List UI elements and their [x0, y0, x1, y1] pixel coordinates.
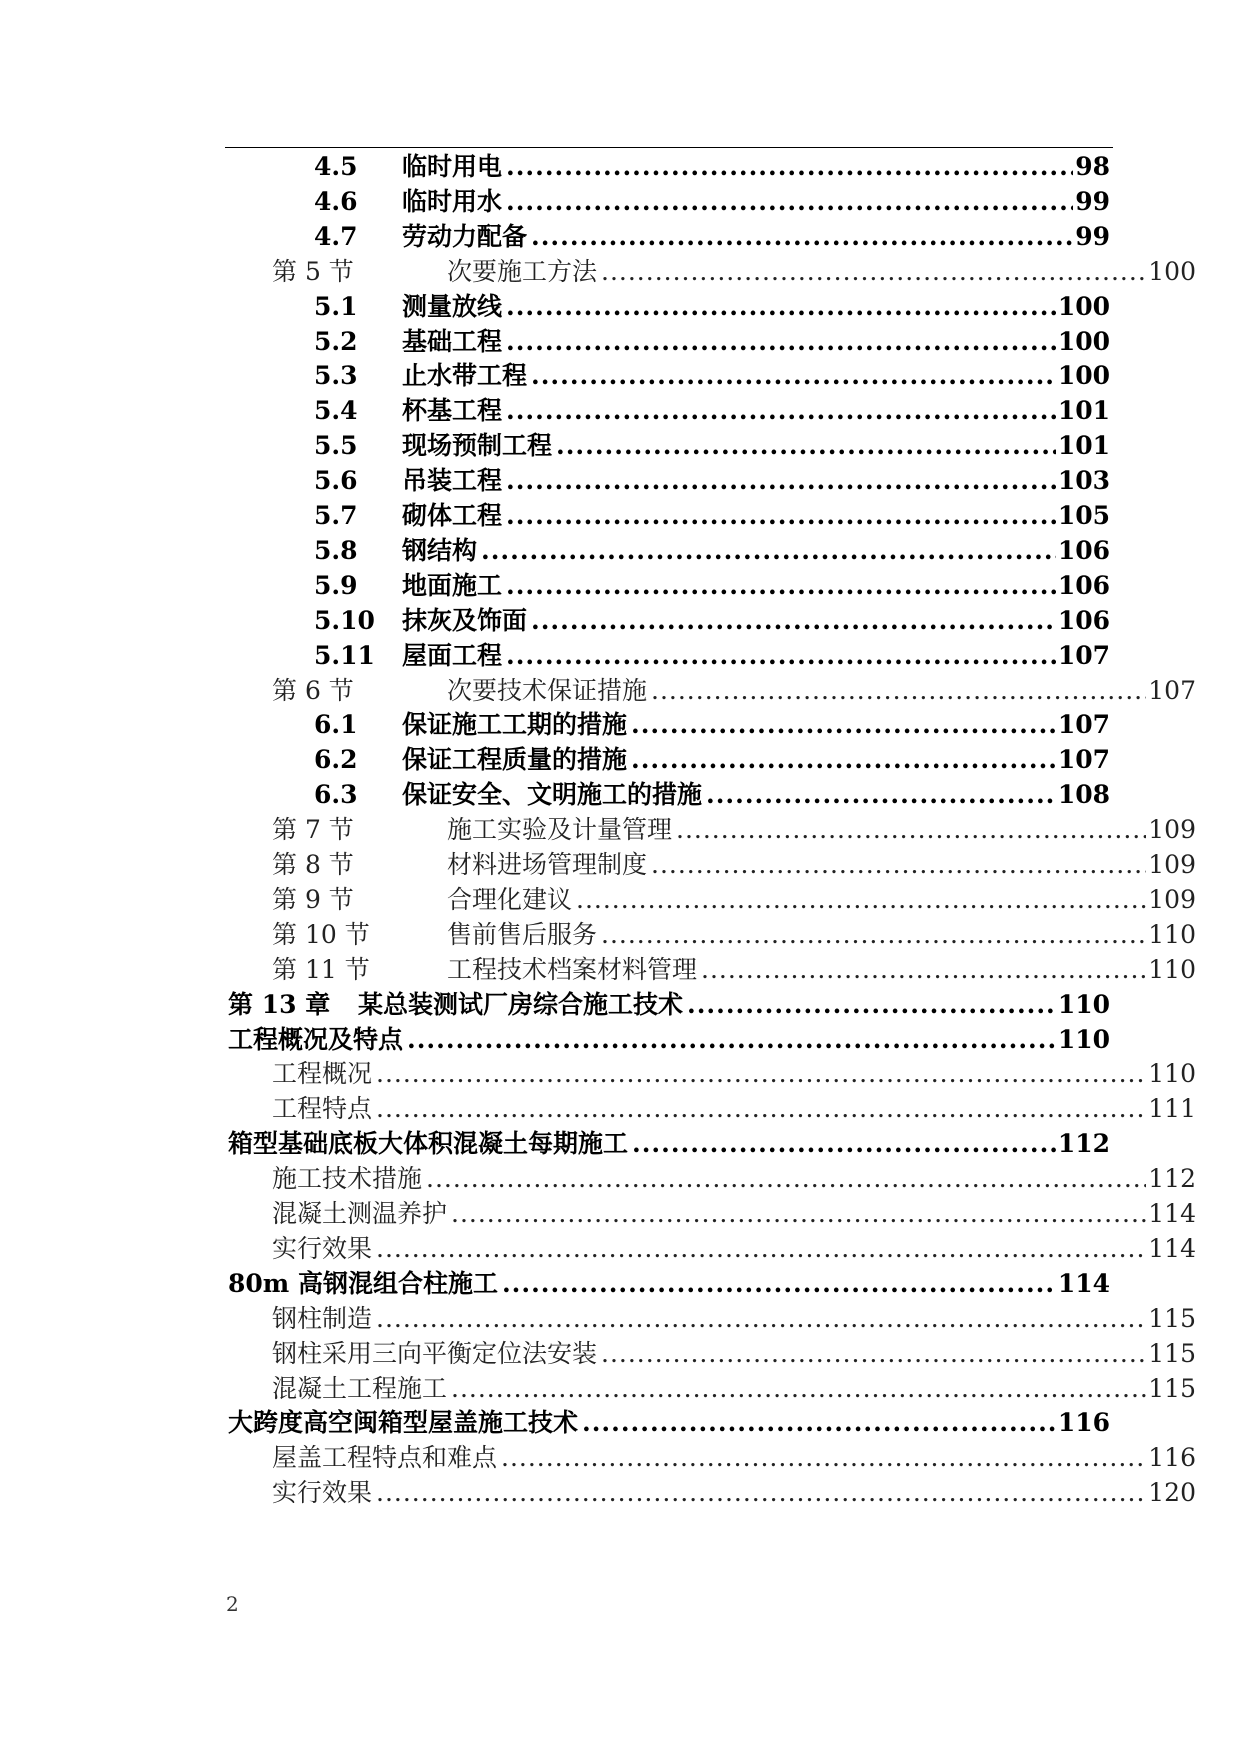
- toc-entry-title: 80m 高钢混组合柱施工: [228, 1268, 498, 1298]
- toc-entry[interactable]: [314, 639, 1110, 673]
- toc-entry-title: 钢柱制造: [272, 1303, 373, 1333]
- toc-leader-dots: [376, 1232, 1146, 1266]
- toc-entry[interactable]: [314, 743, 1110, 777]
- toc-entry-number: 5.6: [314, 466, 358, 496]
- toc-entry-page: 103: [1057, 466, 1110, 496]
- toc-entry[interactable]: [314, 394, 1110, 428]
- toc-entry[interactable]: [272, 1057, 1196, 1091]
- toc-leader-dots: [701, 953, 1146, 987]
- toc-entry-page: 100: [1057, 291, 1110, 321]
- toc-entry-title: 基础工程: [402, 326, 503, 356]
- toc-entry[interactable]: [272, 1441, 1196, 1475]
- toc-entry[interactable]: [314, 290, 1110, 324]
- toc-leader-dots: [506, 394, 1056, 428]
- toc-leader-dots: [376, 1476, 1146, 1510]
- toc-entry[interactable]: [314, 569, 1110, 603]
- toc-leader-dots: [481, 534, 1056, 568]
- toc-entry-title: 实行效果: [272, 1233, 373, 1263]
- toc-entry-title: 材料进场管理制度: [447, 850, 648, 879]
- toc-leader-dots: [376, 1092, 1146, 1126]
- toc-leader-dots: [506, 325, 1056, 359]
- toc-entry-page: 107: [1057, 710, 1110, 740]
- toc-entry[interactable]: [272, 1372, 1196, 1406]
- toc-entry-page: 114: [1057, 1268, 1110, 1298]
- toc-leader-dots: [582, 1406, 1056, 1440]
- toc-leader-dots: [506, 639, 1056, 673]
- toc-entry-number: 5.8: [314, 535, 358, 565]
- toc-entry-number: 5.2: [314, 326, 358, 356]
- toc-entry-number: 第 11 节: [272, 954, 370, 984]
- toc-entry-page: 108: [1057, 780, 1110, 810]
- toc-entry-page: 109: [1148, 884, 1196, 914]
- toc-leader-dots: [651, 674, 1146, 708]
- toc-leader-dots: [502, 1267, 1056, 1301]
- toc-entry-title: 保证安全、文明施工的措施: [402, 780, 703, 810]
- toc-entry-number: 5.3: [314, 361, 358, 391]
- toc-entry[interactable]: [314, 359, 1110, 393]
- toc-entry-title: 保证施工工期的措施: [402, 710, 628, 740]
- toc-entry-title: 地面施工: [402, 570, 503, 600]
- toc-entry[interactable]: [228, 1127, 1110, 1161]
- toc-entry-page: 106: [1057, 535, 1110, 565]
- toc-entry-number: 6.3: [314, 780, 358, 810]
- toc-leader-dots: [601, 1337, 1146, 1371]
- toc-entry-title: 砌体工程: [402, 501, 503, 530]
- toc-leader-dots: [426, 1162, 1146, 1196]
- toc-entry-number: 第 9 节: [272, 884, 354, 914]
- toc-entry-title: 合理化建议: [447, 884, 573, 914]
- toc-entry-title: 屋盖工程特点和难点: [272, 1443, 498, 1473]
- toc-entry-page: 114: [1148, 1199, 1196, 1228]
- toc-entry-title: 临时用电: [402, 152, 503, 181]
- toc-leader-dots: [506, 185, 1073, 219]
- toc-entry[interactable]: [228, 988, 1110, 1022]
- header-rule: [225, 147, 1113, 148]
- toc-entry-title: 次要技术保证措施: [447, 675, 648, 705]
- toc-leader-dots: [451, 1197, 1146, 1231]
- toc-entry-page: 101: [1057, 431, 1110, 461]
- toc-entry-page: 110: [1057, 989, 1110, 1019]
- toc-entry-title: 混凝土工程施工: [272, 1373, 448, 1403]
- toc-entry-page: 100: [1057, 361, 1110, 391]
- toc-entry-number: 6.2: [314, 745, 358, 775]
- toc-entry-number: 第 7 节: [272, 815, 354, 845]
- toc-leader-dots: [651, 848, 1146, 882]
- toc-entry-title: 次要施工方法: [447, 256, 598, 286]
- toc-entry-title: 混凝土测温养护: [272, 1199, 448, 1228]
- toc-entry[interactable]: [314, 778, 1110, 812]
- toc-entry-page: 112: [1057, 1129, 1110, 1159]
- toc-entry[interactable]: [272, 953, 1196, 987]
- toc-entry[interactable]: [314, 150, 1110, 184]
- toc-leader-dots: [506, 464, 1056, 498]
- toc-leader-dots: [706, 778, 1056, 812]
- toc-entry[interactable]: [272, 813, 1196, 847]
- toc-entry-title: 大跨度高空闽箱型屋盖施工技术: [228, 1408, 579, 1438]
- toc-entry-title: 钢结构: [402, 535, 478, 565]
- toc-entry[interactable]: [228, 1406, 1110, 1440]
- toc-entry[interactable]: [314, 325, 1110, 359]
- toc-entry[interactable]: [272, 883, 1196, 917]
- toc-leader-dots: [506, 499, 1056, 533]
- toc-entry-page: 110: [1148, 1059, 1196, 1089]
- toc-entry[interactable]: [272, 918, 1196, 952]
- toc-entry-title: 工程概况: [272, 1059, 373, 1089]
- toc-leader-dots: [632, 1127, 1056, 1161]
- toc-entry-page: 106: [1057, 605, 1110, 635]
- toc-entry-title: 止水带工程: [402, 361, 528, 391]
- toc-entry-number: 第 6 节: [272, 675, 354, 705]
- toc-entry-page: 110: [1148, 954, 1196, 984]
- toc-entry-title: 测量放线: [402, 291, 503, 321]
- toc-entry-title: 工程概况及特点: [228, 1024, 404, 1054]
- toc-entry[interactable]: [228, 1267, 1110, 1301]
- toc-entry-title: 抹灰及饰面: [402, 605, 528, 635]
- toc-entry-number: 5.9: [314, 570, 358, 600]
- toc-entry-title: 临时用水: [402, 186, 503, 216]
- toc-entry-number: 5.7: [314, 501, 358, 530]
- toc-entry-title: 工程技术档案材料管理: [447, 954, 698, 984]
- toc-entry-page: 115: [1148, 1303, 1196, 1333]
- toc-entry-title: 施工实验及计量管理: [447, 815, 673, 845]
- toc-entry-page: 111: [1148, 1094, 1196, 1124]
- toc-leader-dots: [376, 1057, 1146, 1091]
- toc-leader-dots: [601, 255, 1146, 289]
- toc-entry-page: 112: [1148, 1164, 1196, 1194]
- toc-leader-dots: [687, 988, 1056, 1022]
- toc-entry-page: 116: [1148, 1443, 1196, 1473]
- toc-entry-page: 115: [1148, 1338, 1196, 1368]
- toc-entry[interactable]: [272, 674, 1196, 708]
- toc-entry[interactable]: [272, 1197, 1196, 1231]
- toc-entry[interactable]: [314, 534, 1110, 568]
- toc-entry-page: 107: [1057, 745, 1110, 775]
- toc-leader-dots: [601, 918, 1146, 952]
- toc-entry-number: 4.5: [314, 152, 358, 181]
- toc-leader-dots: [506, 150, 1073, 184]
- toc-entry-title: 保证工程质量的措施: [402, 745, 628, 775]
- page-number: 2: [226, 1592, 239, 1616]
- toc-entry-page: 98: [1075, 152, 1110, 181]
- toc-entry-page: 115: [1148, 1373, 1196, 1403]
- toc-entry[interactable]: [314, 604, 1110, 638]
- toc-entry-title: 吊装工程: [402, 466, 503, 496]
- toc-entry[interactable]: [314, 708, 1110, 742]
- toc-entry-title: 屋面工程: [402, 640, 503, 670]
- toc-entry-page: 110: [1148, 919, 1196, 949]
- toc-entry-title: 工程特点: [272, 1094, 373, 1124]
- toc-leader-dots: [631, 743, 1056, 777]
- toc-leader-dots: [506, 569, 1056, 603]
- toc-entry-title: 售前售后服务: [447, 919, 598, 949]
- toc-entry[interactable]: [272, 1232, 1196, 1266]
- toc-entry-page: 120: [1148, 1478, 1196, 1508]
- toc-entry-title: 劳动力配备: [402, 221, 528, 251]
- toc-entry[interactable]: [228, 1023, 1110, 1057]
- toc-entry-page: 105: [1057, 501, 1110, 530]
- toc-entry-page: 100: [1057, 326, 1110, 356]
- toc-entry[interactable]: [314, 185, 1110, 219]
- toc-entry[interactable]: [314, 220, 1110, 254]
- toc-entry[interactable]: [314, 464, 1110, 498]
- toc-entry-number: 5.1: [314, 291, 358, 321]
- toc-leader-dots: [531, 604, 1056, 638]
- toc-entry-page: 107: [1148, 675, 1196, 705]
- toc-entry-number: 5.10: [314, 605, 375, 635]
- toc-leader-dots: [376, 1302, 1146, 1336]
- toc-entry[interactable]: [314, 429, 1110, 463]
- toc-entry-title: 钢柱采用三向平衡定位法安装: [272, 1338, 598, 1368]
- toc-leader-dots: [676, 813, 1146, 847]
- toc-entry[interactable]: [272, 1476, 1196, 1510]
- toc-entry-number: 6.1: [314, 710, 358, 740]
- toc-entry-number: 4.7: [314, 221, 358, 251]
- toc-entry-number: 第 8 节: [272, 850, 354, 879]
- toc-leader-dots: [531, 220, 1073, 254]
- toc-entry-number: 第 13 章: [228, 989, 331, 1019]
- toc-entry[interactable]: [272, 848, 1196, 882]
- toc-entry-title: 施工技术措施: [272, 1164, 423, 1194]
- toc-leader-dots: [506, 290, 1056, 324]
- toc-entry-title: 现场预制工程: [402, 431, 553, 461]
- toc-entry-page: 110: [1057, 1024, 1110, 1054]
- toc-entry-page: 109: [1148, 815, 1196, 845]
- toc-leader-dots: [631, 708, 1056, 742]
- toc-leader-dots: [531, 359, 1056, 393]
- toc-entry[interactable]: [272, 1162, 1196, 1196]
- toc-leader-dots: [407, 1023, 1056, 1057]
- toc-entry-number: 5.4: [314, 396, 358, 426]
- toc-entry-page: 99: [1075, 221, 1110, 251]
- toc-entry-number: 5.5: [314, 431, 358, 461]
- toc-entry-page: 109: [1148, 850, 1196, 879]
- toc-entry-page: 106: [1057, 570, 1110, 600]
- toc-entry-number: 5.11: [314, 640, 375, 670]
- toc-entry[interactable]: [272, 255, 1196, 289]
- toc-entry-page: 114: [1148, 1233, 1196, 1263]
- toc-entry-page: 101: [1057, 396, 1110, 426]
- toc-entry[interactable]: [314, 499, 1110, 533]
- toc-entry-page: 100: [1148, 256, 1196, 286]
- toc-entry-number: 第 10 节: [272, 919, 370, 949]
- toc-entry-title: 杯基工程: [402, 396, 503, 426]
- toc-entry[interactable]: [272, 1092, 1196, 1126]
- toc-entry[interactable]: [272, 1302, 1196, 1336]
- toc-entry-page: 99: [1075, 186, 1110, 216]
- toc-leader-dots: [501, 1441, 1146, 1475]
- toc-entry-title: 实行效果: [272, 1478, 373, 1508]
- toc-entry-title: 箱型基础底板大体积混凝土每期施工: [228, 1129, 629, 1159]
- toc-entry-number: 4.6: [314, 186, 358, 216]
- toc-entry-page: 107: [1057, 640, 1110, 670]
- toc-leader-dots: [556, 429, 1056, 463]
- toc-entry-page: 116: [1057, 1408, 1110, 1438]
- toc-entry[interactable]: [272, 1337, 1196, 1371]
- toc-entry-title: 某总装测试厂房综合施工技术: [358, 989, 684, 1019]
- toc-leader-dots: [576, 883, 1146, 917]
- toc-entry-number: 第 5 节: [272, 256, 354, 286]
- toc-leader-dots: [451, 1372, 1146, 1406]
